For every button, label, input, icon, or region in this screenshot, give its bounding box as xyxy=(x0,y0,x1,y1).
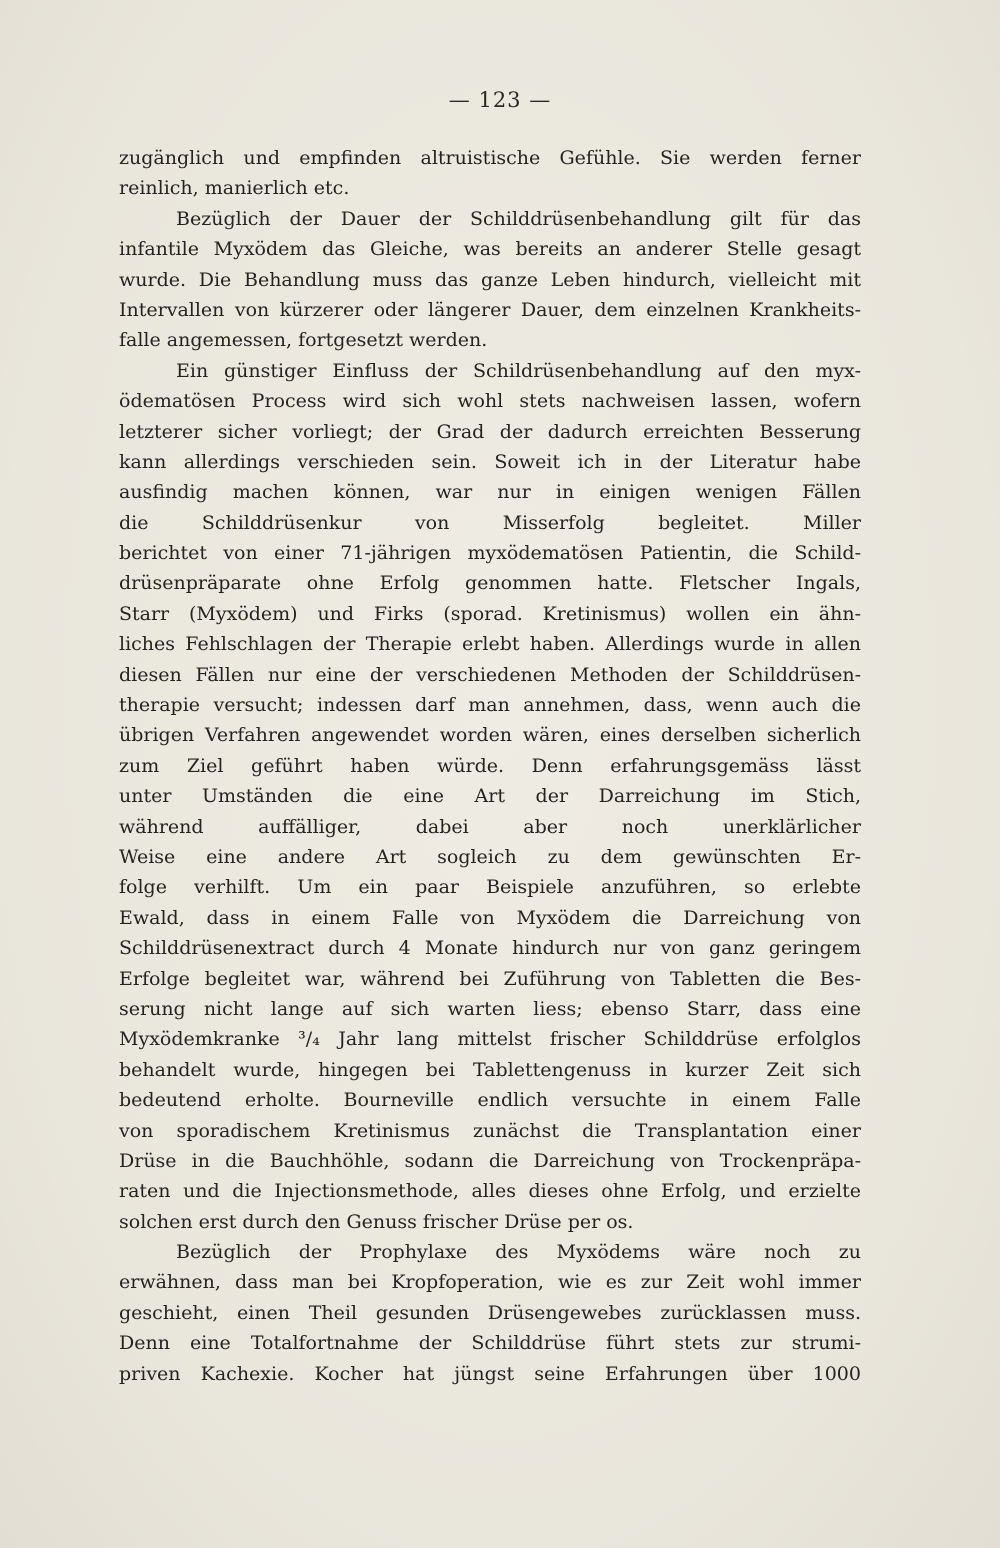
text-line: Ewald, dass in einem Falle von Myxödem die Darreichung von xyxy=(119,906,861,929)
text-line: zum Ziel geführt haben würde. Denn erfahrungsgemäss lässt xyxy=(119,754,861,777)
body-text xyxy=(119,143,861,1389)
text-line: liches Fehlschlagen der Therapie erlebt haben. Allerdings wurde in allen xyxy=(119,633,861,656)
text-line: geschieht, einen Theil gesunden Drüsengewebes zurücklassen muss. xyxy=(119,1301,861,1324)
text-line: zugänglich und empfinden altruistische Gefühle. Sie werden ferner xyxy=(119,147,861,169)
text-line: Starr (Myxödem) und Firks (sporad. Kretinismus) wollen ein ähn- xyxy=(119,602,861,625)
text-line: solchen erst durch den Genuss frischer Drüse per os. xyxy=(119,1210,634,1233)
text-line: kann allerdings verschieden sein. Soweit ich in der Literatur habe xyxy=(119,450,861,473)
text-line: reinlich, manierlich etc. xyxy=(119,177,350,200)
text-line: unter Umständen die eine Art der Darreichung im Stich, xyxy=(119,785,861,808)
text-line: folge verhilft. Um ein paar Beispiele anzuführen, so erlebte xyxy=(119,876,861,899)
text-line: Bezüglich der Dauer der Schilddrüsenbehandlung gilt für das xyxy=(176,207,861,230)
text-line: Erfolge begleitet war, während bei Zuführung von Tabletten die Bes- xyxy=(119,967,861,990)
text-line: ödematösen Process wird sich wohl stets nachweisen lassen, wofern xyxy=(119,390,861,413)
text-line: erwähnen, dass man bei Kropfoperation, wie es zur Zeit wohl immer xyxy=(119,1271,861,1294)
text-line: behandelt wurde, hingegen bei Tablettengenuss in kurzer Zeit sich xyxy=(119,1058,861,1081)
text-line: von sporadischem Kretinismus zunächst die Transplantation einer xyxy=(119,1119,861,1142)
text-line: ausfindig machen können, war nur in einigen wenigen Fällen xyxy=(119,481,861,504)
text-line: raten und die Injectionsmethode, alles dieses ohne Erfolg, und erzielte xyxy=(119,1180,861,1203)
text-line: Myxödemkranke ³/₄ Jahr lang mittelst frischer Schilddrüse erfolglos xyxy=(119,1028,861,1051)
text-line: Denn eine Totalfortnahme der Schilddrüse führt stets zur strumi- xyxy=(119,1332,861,1355)
text-line: bedeutend erholte. Bourneville endlich versuchte in einem Falle xyxy=(119,1089,861,1112)
text-line: falle angemessen, fortgesetzt werden. xyxy=(119,329,488,352)
text-line: diesen Fällen nur eine der verschiedenen Methoden der Schilddrüsen- xyxy=(119,663,861,686)
text-line: Schilddrüsenextract durch 4 Monate hindurch nur von ganz geringem xyxy=(119,937,861,960)
text-line: die Schilddrüsenkur von Misserfolg begleitet. Miller xyxy=(119,511,861,534)
text-line: berichtet von einer 71-jährigen myxödematösen Patientin, die Schild- xyxy=(119,542,861,565)
text-line: Drüse in die Bauchhöhle, sodann die Darreichung von Trockenpräpa- xyxy=(119,1149,861,1172)
text-line: drüsenpräparate ohne Erfolg genommen hatte. Fletscher Ingals, xyxy=(119,572,861,595)
text-line: Weise eine andere Art sogleich zu dem gewünschten Er- xyxy=(119,845,861,868)
text-line: wurde. Die Behandlung muss das ganze Leben hindurch, vielleicht mit xyxy=(119,268,861,291)
text-line: letzterer sicher vorliegt; der Grad der dadurch erreichten Besserung xyxy=(119,420,861,443)
text-line: infantile Myxödem das Gleiche, was bereits an anderer Stelle gesagt xyxy=(119,238,861,261)
text-line: priven Kachexie. Kocher hat jüngst seine Erfahrungen über 1000 xyxy=(119,1362,861,1385)
text-line: serung nicht lange auf sich warten liess; ebenso Starr, dass eine xyxy=(119,997,861,1020)
text-line: übrigen Verfahren angewendet worden wären, eines derselben sicherlich xyxy=(119,724,861,747)
text-line: Intervallen von kürzerer oder längerer Dauer, dem einzelnen Krankheits- xyxy=(119,298,861,321)
text-line: Ein günstiger Einfluss der Schildrüsenbehandlung auf den myx- xyxy=(176,359,861,382)
page-number: — 123 — xyxy=(448,88,552,112)
text-line: Bezüglich der Prophylaxe des Myxödems wäre noch zu xyxy=(176,1241,861,1264)
text-line: während auffälliger, dabei aber noch unerklärlicher xyxy=(119,815,861,838)
text-line: therapie versucht; indessen darf man annehmen, dass, wenn auch die xyxy=(119,694,861,717)
